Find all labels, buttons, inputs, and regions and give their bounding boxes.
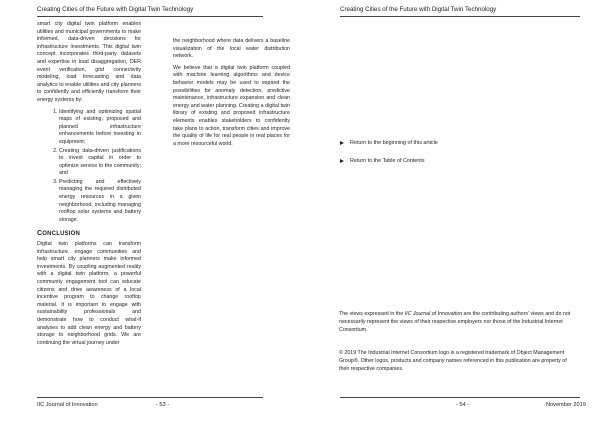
footer-rule-right [340, 397, 580, 398]
views-after: are the contributing authors' views and do not necessarily represent the views of their respective employers nor those of the Industrial Internet Consortium. [339, 311, 571, 333]
return-to-toc-link[interactable] [340, 158, 425, 164]
arrow-right-icon [340, 141, 344, 145]
running-header-left: Creating Cities of the Future with Digital Twin Technology [37, 6, 194, 13]
conclusion-heading [37, 230, 141, 239]
footer-page-left: - 53 - [156, 402, 170, 408]
header-rule-left [37, 16, 263, 17]
journal-name: IIC Journal of Innovation [404, 311, 463, 317]
footer-rule-left [37, 397, 263, 398]
copyright-notice [339, 350, 577, 373]
conclusion-paragraph: Digital twin platforms can transform infrastructure, engage communities and help smart city planners make informed investments. By coupling augmented reality with a digital twin platform, a powerful community engagement tool can educate citizens and drive awareness of a local incentive program to change rooftop material. It is important to engage with sustainability professionals and demonstrate how to conduct what-if analyses to add clean energy and battery storage to neighborhood grids. We are continuing the virtual journey under [37, 241, 141, 346]
left-column-1 [37, 21, 141, 351]
return-to-toc-label[interactable]: Return to the Table of Contents [350, 158, 425, 164]
return-to-article-label[interactable]: Return to the beginning of this article [350, 140, 438, 146]
list-item: 1. Identifying and optimizing spatial maps of existing, proposed and planned infrastructure enhancements before investing in equipment; [59, 109, 141, 147]
water-paragraph: the neighborhood where data delivers a baseline visualization of the local water distribution network. [173, 38, 290, 60]
return-to-article-link[interactable] [340, 140, 438, 146]
list-item: 3. Predicting and effectively managing the required distributed energy resources in a given neighborhood, including managing rooftop solar systems and battery storage. [59, 179, 141, 225]
header-rule-right [340, 16, 580, 17]
views-before: The views expressed in the [339, 311, 405, 317]
running-header-right: Creating Cities of the Future with Digital Twin Technology [340, 6, 497, 13]
conclusion-heading-rest: ONCLUSION [42, 231, 81, 238]
conclusion-heading-cap: C [37, 230, 43, 238]
views-disclaimer [339, 311, 577, 334]
list-item: 2. Creating data-driven justifications to invest capital in order to optimize service to the community; and [59, 148, 141, 178]
footer-page-right: - 54 - [456, 402, 470, 408]
footer-date: November 2019 [546, 402, 586, 408]
copyright-text: © 2019 The Industrial Internet Consortium logo is a registered trademark of Object Management Group®. Other logos, products and company names referenced in this publication are property of their respective companies. [339, 350, 567, 372]
benefits-list [37, 109, 141, 225]
belief-paragraph: We believe that a digital twin platform coupled with machine learning algorithms and device behavior models may be used to expand the possibilities for anomaly detection, predictive maintenance, infrastructure expansion and clean energy and water planning. Creating a digital twin library of existing and proposed infrastructure elements enables stakeholders to confidently take plans to action, transform cities and improve the quality of life for real people in real places for a more resourceful world. [173, 64, 290, 147]
footer-journal: IIC Journal of Innovation [37, 402, 98, 408]
arrow-right-icon [340, 159, 344, 163]
left-column-2 [173, 38, 290, 152]
intro-paragraph: smart city digital twin platform enables utilities and municipal governments to make informed, data-driven decisions for infrastructure investments. This digital twin concept incorporates third-party datasets and expertise in load disaggregation, DER event verification, grid connectivity modeling, load forecasting and data analytics to enable utilities and city planners to confidently and efficiently transform their energy systems by: [37, 21, 141, 103]
